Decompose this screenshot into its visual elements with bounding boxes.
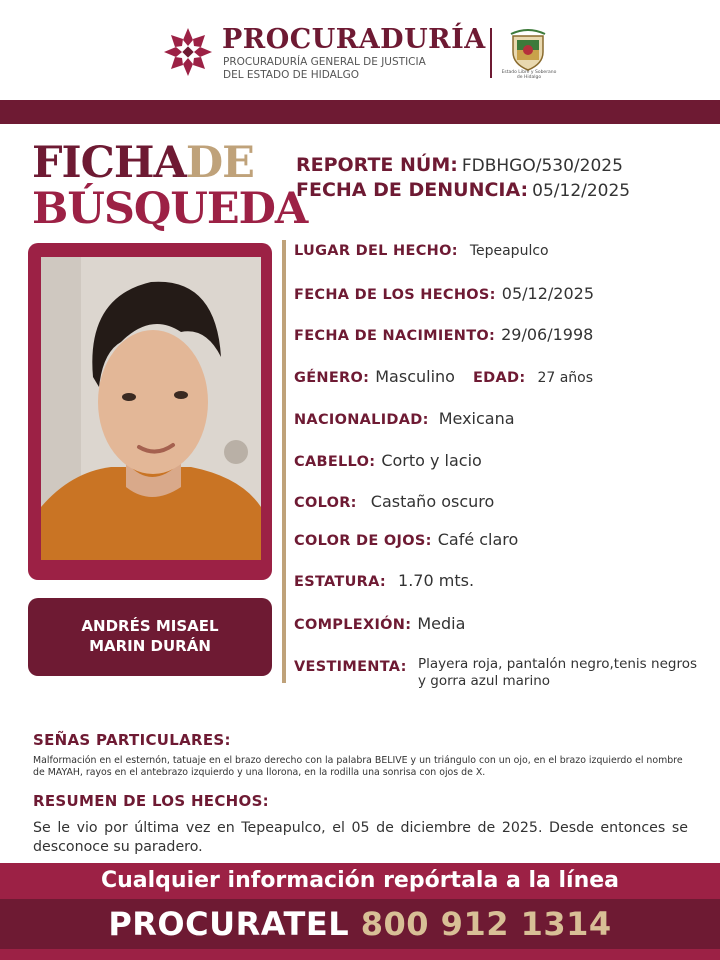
field-fecha-hechos xyxy=(294,284,594,303)
lugar-label: LUGAR DEL HECHO: xyxy=(294,243,458,259)
field-cabello xyxy=(294,451,482,470)
ojos-value: Café claro xyxy=(437,530,519,549)
person-photo xyxy=(41,257,261,560)
report-number-value: FDBHGO/530/2025 xyxy=(461,156,623,176)
fecha-hechos-label: FECHA DE LOS HECHOS: xyxy=(294,287,496,303)
report-date-value: 05/12/2025 xyxy=(532,181,631,201)
field-ojos xyxy=(294,530,518,549)
field-genero-edad xyxy=(294,367,593,386)
color-label: COLOR: xyxy=(294,495,357,511)
edad-label: EDAD: xyxy=(472,370,526,386)
vestimenta-label: VESTIMENTA: xyxy=(294,659,407,675)
gold-divider xyxy=(282,240,286,683)
edad-value: 27 años xyxy=(537,370,594,386)
nacimiento-value: 29/06/1998 xyxy=(501,325,594,344)
org-subtitle xyxy=(223,56,426,82)
report-date-label: FECHA DE DENUNCIA: xyxy=(296,179,529,201)
hotline-number: 800 912 1314 xyxy=(360,905,612,943)
field-lugar xyxy=(294,240,549,259)
field-complexion xyxy=(294,614,465,633)
org-subtitle-line1: PROCURADURÍA GENERAL DE JUSTICIA xyxy=(223,56,426,68)
nacionalidad-label: NACIONALIDAD: xyxy=(294,412,429,428)
person-name xyxy=(28,598,272,676)
field-nacionalidad xyxy=(294,409,515,428)
title-part2: DE xyxy=(185,138,254,188)
lugar-value: Tepeapulco xyxy=(469,243,549,259)
vestimenta-value: Playera roja, pantalón negro,tenis negros y gorra azul marino xyxy=(418,656,697,689)
coat-of-arms-icon xyxy=(505,26,551,72)
nacimiento-label: FECHA DE NACIMIENTO: xyxy=(294,328,496,344)
resumen-text: Se le vio por última vez en Tepeapulco, el 05 de diciembre de 2025. Desde entonces se desconoce su paradero. xyxy=(33,820,688,855)
color-value: Castaño oscuro xyxy=(370,492,495,511)
complexion-label: COMPLEXIÓN: xyxy=(294,617,412,633)
field-color xyxy=(294,492,494,511)
estatura-label: ESTATURA: xyxy=(294,574,387,590)
field-vestimenta-label xyxy=(294,656,407,675)
genero-value: Masculino xyxy=(375,367,455,386)
footer-hotline xyxy=(0,899,720,949)
title-part3: BÚSQUEDA xyxy=(32,184,308,234)
top-bar xyxy=(0,100,720,124)
field-estatura xyxy=(294,571,474,590)
org-subtitle-line2: DEL ESTADO DE HIDALGO xyxy=(223,69,360,81)
senas-title: SEÑAS PARTICULARES: xyxy=(33,731,231,749)
person-name-line1: ANDRÉS MISAEL xyxy=(81,617,219,635)
header-divider xyxy=(490,28,492,78)
person-name-line2: MARIN DURÁN xyxy=(89,637,211,655)
bottom-bar xyxy=(0,949,720,960)
fecha-hechos-value: 05/12/2025 xyxy=(501,284,594,303)
complexion-value: Media xyxy=(417,614,466,633)
report-number-label: REPORTE NÚM: xyxy=(296,154,458,176)
seal-caption: Estado Libre y Soberano de Hidalgo xyxy=(501,70,557,80)
footer-info-line: Cualquier información repórtala a la línea xyxy=(0,863,720,899)
title-part1: FICHA xyxy=(32,138,186,188)
star-flower-icon xyxy=(162,26,214,78)
senas-text: Malformación en el esternón, tatuaje en el brazo derecho con la palabra BELIVE y un triángulo con un ojo, en el brazo izquierdo el nombre de MAYAH, rayos en el antebrazo izquierdo y una llorona, en la rodilla una sonrisa con ojos de X. xyxy=(33,755,683,778)
cabello-value: Corto y lacio xyxy=(381,451,482,470)
estatura-value: 1.70 mts. xyxy=(398,571,475,590)
hotline-name: PROCURATEL xyxy=(108,905,350,943)
org-title: PROCURADURÍA xyxy=(222,24,486,55)
resumen-title: RESUMEN DE LOS HECHOS: xyxy=(33,792,269,810)
field-nacimiento xyxy=(294,325,593,344)
genero-label: GÉNERO: xyxy=(294,370,370,386)
page-title xyxy=(32,140,307,232)
nacionalidad-value: Mexicana xyxy=(438,409,515,428)
ojos-label: COLOR DE OJOS: xyxy=(294,533,432,549)
report-info xyxy=(296,153,630,203)
cabello-label: CABELLO: xyxy=(294,454,376,470)
